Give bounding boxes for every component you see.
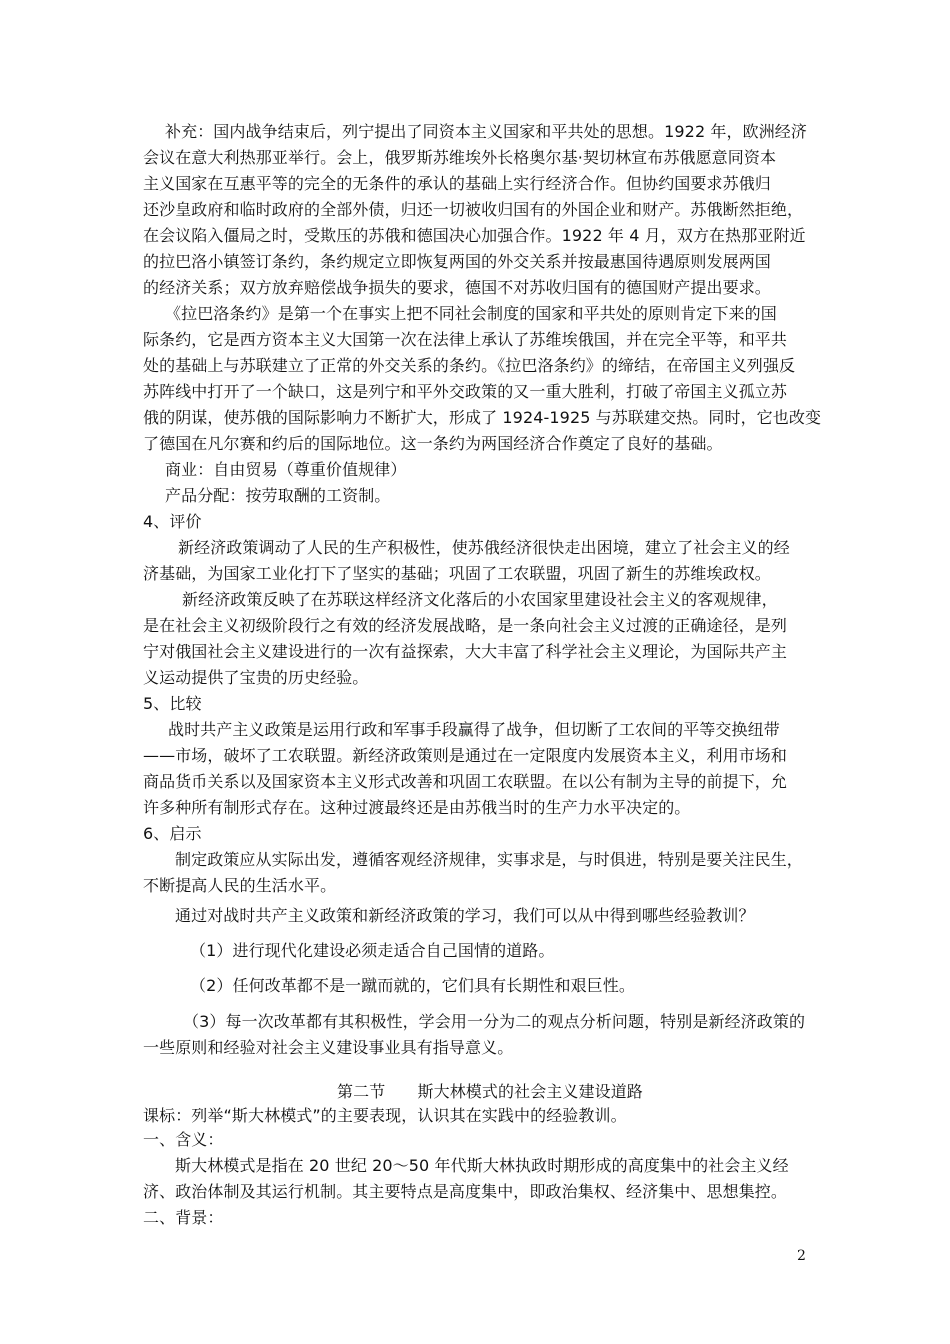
heading-insight: 6、启示 <box>143 824 202 843</box>
supplement-line: 还沙皇政府和临时政府的全部外债，归还一切被收归国有的外国企业和财产。苏俄断然拒绝， <box>143 200 804 219</box>
question-line: 通过对战时共产主义政策和新经济政策的学习，我们可以从中得到哪些经验教训？ <box>175 906 755 925</box>
lesson-line: （1）进行现代化建设必须走适合自己国情的道路。 <box>190 941 555 960</box>
supplement-line: 的拉巴洛小镇签订条约，条约规定立即恢复两国的外交关系并按最惠国待遇原则发展两国 <box>143 252 771 271</box>
evaluation-line: 新经济政策反映了在苏联这样经济文化落后的小农国家里建设社会主义的客观规律， <box>182 590 778 609</box>
lesson-line: （3）每一次改革都有其积极性，学会用一分为二的观点分析问题，特别是新经济政策的 <box>183 1012 806 1031</box>
evaluation-line: 济基础，为国家工业化打下了坚实的基础；巩固了工农联盟，巩固了新生的苏维埃政权。 <box>143 564 771 583</box>
treaty-line: 苏阵线中打开了一个缺口，这是列宁和平外交政策的又一重大胜利，打破了帝国主义孤立苏 <box>143 382 788 401</box>
treaty-line: 处的基础上与苏联建立了正常的外交关系的条约。《拉巴洛条约》的缔结，在帝国主义列强反 <box>143 356 796 375</box>
treaty-line: 际条约，它是西方资本主义大国第一次在法律上承认了苏维埃俄国，并在完全平等，和平共 <box>143 330 788 349</box>
lesson-line: （2）任何改革都不是一蹴而就的，它们具有长期性和艰巨性。 <box>190 976 635 995</box>
supplement-line: 补充：国内战争结束后，列宁提出了同资本主义国家和平共处的思想。1922 年，欧洲经济 <box>165 122 808 141</box>
supplement-line: 在会议陷入僵局之时，受欺压的苏俄和德国决心加强合作。1922 年 4 月，双方在热那亚附近 <box>143 226 806 245</box>
curriculum-line: 课标：列举“斯大林模式”的主要表现，认识其在实践中的经验教训。 <box>143 1106 627 1125</box>
evaluation-line: 是在社会主义初级阶段行之有效的经济发展战略，是一条向社会主义过渡的正确途径，是列 <box>143 616 788 635</box>
meaning-line: 斯大林模式是指在 20 世纪 20～50 年代斯大林执政时期形成的高度集中的社会主义经 <box>175 1156 789 1175</box>
supplement-line: 会议在意大利热那亚举行。会上，俄罗斯苏维埃外长格奥尔基·契切林宣布苏俄愿意同资本 <box>143 148 777 167</box>
section-title: 第二节 斯大林模式的社会主义建设道路 <box>337 1082 643 1101</box>
supplement-line: 的经济关系；双方放弃赔偿战争损失的要求，德国不对苏收归国有的德国财产提出要求。 <box>143 278 771 297</box>
supplement-line: 主义国家在互惠平等的完全的无条件的承认的基础上实行经济合作。但协约国要求苏俄归 <box>143 174 771 193</box>
evaluation-line: 义运动提供了宝贵的历史经验。 <box>143 668 369 687</box>
insight-line: 不断提高人民的生活水平。 <box>143 876 337 895</box>
comparison-line: 商品货币关系以及国家资本主义形式改善和巩固工农联盟。在以公有制为主导的前提下，允 <box>143 772 788 791</box>
treaty-line: 了德国在凡尔赛和约后的国际地位。这一条约为两国经济合作奠定了良好的基础。 <box>143 434 723 453</box>
treaty-line: 《拉巴洛条约》是第一个在事实上把不同社会制度的国家和平共处的原则肯定下来的国 <box>165 304 777 323</box>
commerce-line: 商业：自由贸易（尊重价值规律） <box>165 460 407 479</box>
heading-background: 二、背景： <box>143 1208 224 1227</box>
heading-comparison: 5、比较 <box>143 694 202 713</box>
comparison-line: ——市场，破坏了工农联盟。新经济政策则是通过在一定限度内发展资本主义，利用市场和 <box>143 746 788 765</box>
meaning-line: 济、政治体制及其运行机制。其主要特点是高度集中，即政治集权、经济集中、思想集控。 <box>143 1182 788 1201</box>
comparison-line: 战时共产主义政策是运用行政和军事手段赢得了战争，但切断了工农间的平等交换纽带 <box>168 720 780 739</box>
distribution-line: 产品分配：按劳取酬的工资制。 <box>165 486 391 505</box>
evaluation-line: 新经济政策调动了人民的生产积极性，使苏俄经济很快走出困境，建立了社会主义的经 <box>178 538 790 557</box>
insight-line: 制定政策应从实际出发，遵循客观经济规律，实事求是，与时俱进，特别是要关注民生， <box>175 850 803 869</box>
heading-evaluation: 4、评价 <box>143 512 202 531</box>
evaluation-line: 宁对俄国社会主义建设进行的一次有益探索，大大丰富了科学社会主义理论，为国际共产主 <box>143 642 788 661</box>
comparison-line: 许多种所有制形式存在。这种过渡最终还是由苏俄当时的生产力水平决定的。 <box>143 798 691 817</box>
treaty-line: 俄的阴谋，使苏俄的国际影响力不断扩大，形成了 1924-1925 与苏联建交热。同时，它也改变 <box>143 408 822 427</box>
lesson-line: 一些原则和经验对社会主义建设事业具有指导意义。 <box>143 1038 514 1057</box>
page-number: 2 <box>797 1248 806 1264</box>
heading-meaning: 一、含义： <box>143 1130 224 1149</box>
